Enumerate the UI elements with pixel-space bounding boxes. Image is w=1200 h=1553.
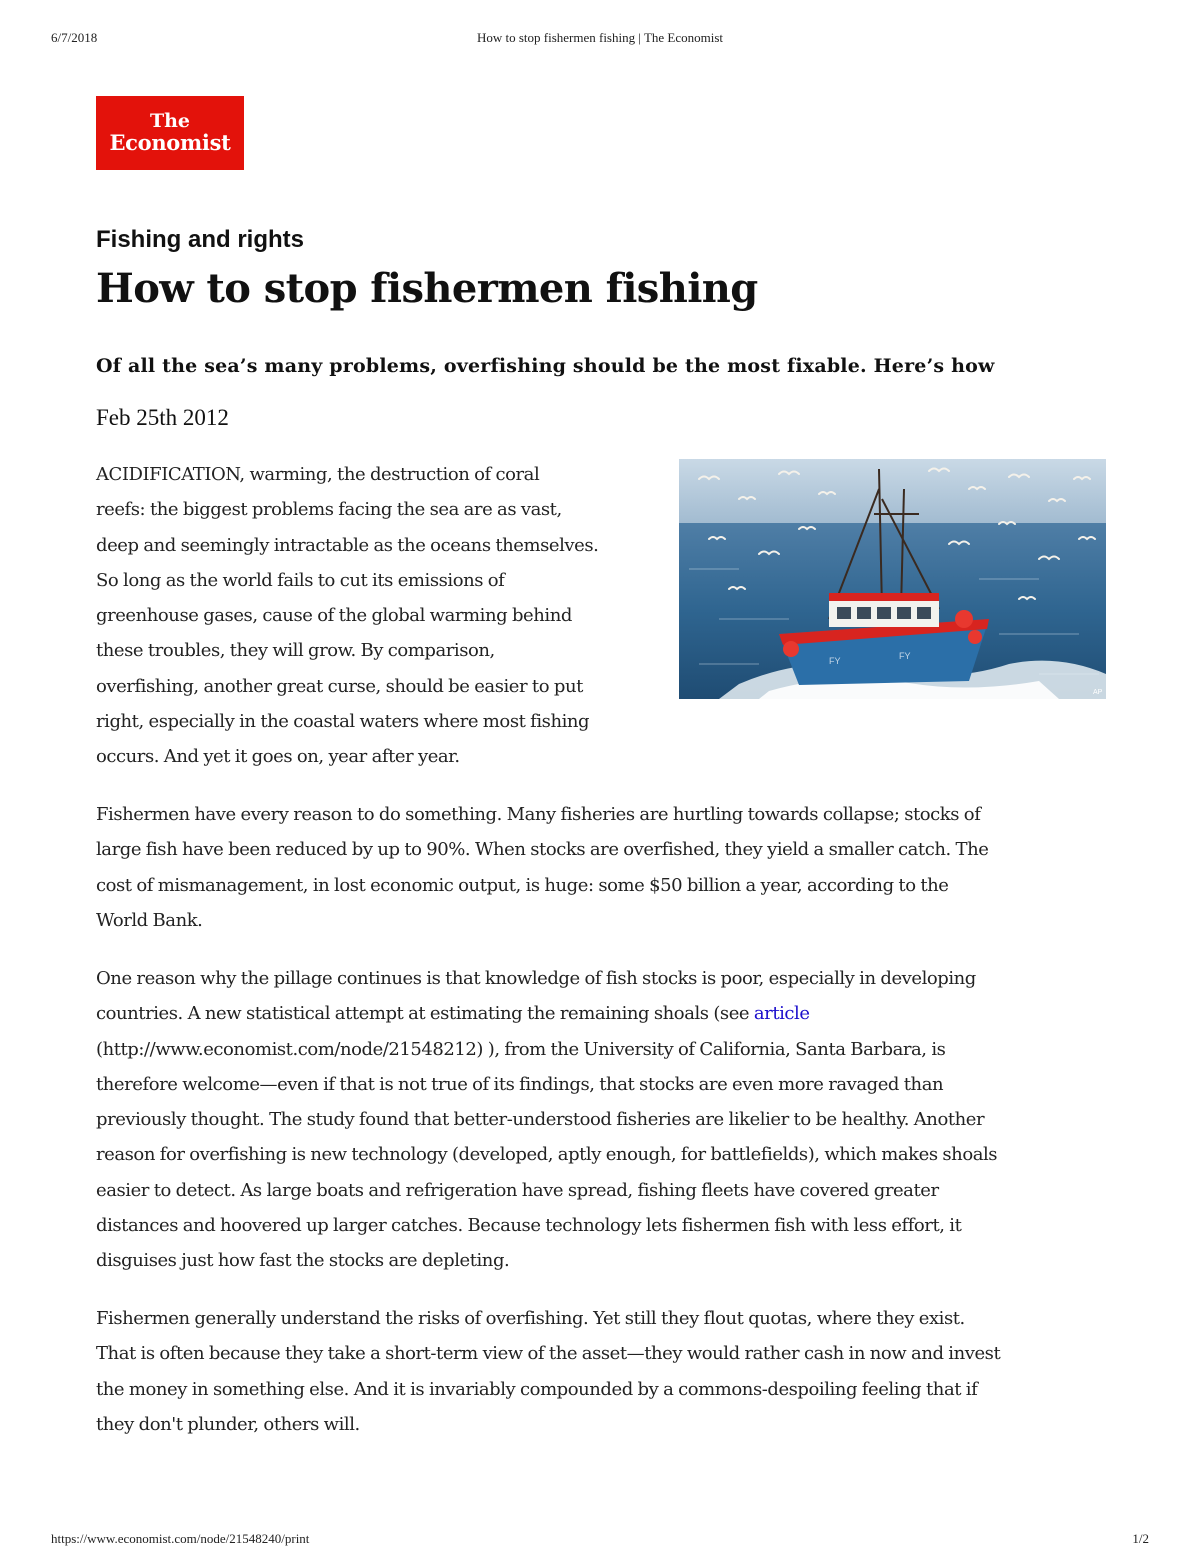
paragraph-line: these troubles, they will grow. By comparison, [96, 640, 495, 662]
paragraph-line: reason for overfishing is new technology (developed, aptly enough, for battlefields), which makes shoals [96, 1144, 998, 1166]
paragraph-line: So long as the world fails to cut its emissions of [96, 569, 505, 591]
article-paragraph-4 [96, 1301, 1108, 1442]
article-standfirst: Of all the sea’s many problems, overfishing should be the most fixable. Here’s how [96, 355, 995, 377]
print-url[interactable]: https://www.economist.com/node/21548240/print [51, 1531, 310, 1546]
print-header [51, 30, 1149, 50]
logo-line-economist: Economist [109, 130, 231, 155]
page-number: 1/2 [1132, 1531, 1149, 1546]
paragraph-line: overfishing, another great curse, should be easier to put [96, 675, 583, 697]
svg-text:FY: FY [899, 651, 911, 661]
article-paragraph-3 [96, 961, 1108, 1279]
photo-credit: AP [1093, 689, 1103, 696]
paragraph-line: Fishermen have every reason to do something. Many fisheries are hurtling towards collapse; stocks of [96, 804, 981, 825]
paragraph-line: One reason why the pillage continues is that knowledge of fish stocks is poor, especially in developing [96, 968, 976, 989]
paragraph-line: distances and hoovered up larger catches. Because technology lets fishermen fish with less effort, it [96, 1215, 962, 1237]
paragraph-line: right, especially in the coastal waters where most fishing [96, 711, 590, 733]
logo-line-the: The [149, 110, 191, 132]
paragraph-line: ACIDIFICATION, warming, the destruction of coral [96, 464, 540, 485]
paragraph-line: World Bank. [96, 909, 203, 931]
paragraph-line: occurs. And yet it goes on, year after year. [96, 746, 460, 768]
paragraph-line: large fish have been reduced by up to 90%. When stocks are overfished, they yield a smaller catch. The [96, 839, 989, 861]
article-link[interactable]: article [753, 1003, 810, 1025]
article-date: Feb 25th 2012 [96, 405, 229, 430]
paragraph-line: Fishermen generally understand the risks of overfishing. Yet still they flout quotas, where they exist. [96, 1308, 965, 1329]
fishing-boat-photo [679, 459, 1106, 699]
article-rubric: Fishing and rights [96, 226, 304, 253]
paragraph-line: the money in something else. And it is invariably compounded by a commons-despoiling feeling that if [96, 1378, 978, 1400]
article-headline: How to stop fishermen fishing [96, 265, 758, 312]
paragraph-line: That is often because they take a short-term view of the asset—they would rather cash in now and invest [96, 1343, 1001, 1365]
paragraph-line: previously thought. The study found that better-understood fisheries are likelier to be healthy. Another [96, 1109, 985, 1131]
print-page-title: How to stop fishermen fishing | The Economist [476, 30, 724, 45]
print-date: 6/7/2018 [51, 30, 98, 45]
paragraph-line: easier to detect. As large boats and refrigeration have spread, fishing fleets have covered greater [96, 1179, 939, 1201]
paragraph-line: therefore welcome—even if that is not true of its findings, that stocks are even more ravaged than [96, 1073, 944, 1095]
economist-logo[interactable] [96, 96, 244, 170]
paragraph-line-text: countries. A new statistical attempt at estimating the remaining shoals (see [96, 1003, 754, 1025]
paragraph-line: cost of mismanagement, in lost economic output, is huge: some $50 billion a year, according to the [96, 874, 949, 896]
paragraph-line: disguises just how fast the stocks are depleting. [96, 1250, 510, 1272]
paragraph-line: greenhouse gases, cause of the global warming behind [96, 605, 572, 627]
paragraph-line: (http://www.economist.com/node/21548212) ), from the University of California, Santa Barbara, is [96, 1038, 946, 1060]
print-footer [51, 1531, 1149, 1547]
paragraph-line: deep and seemingly intractable as the oceans themselves. [96, 534, 599, 556]
article-paragraph-1 [96, 457, 662, 775]
paragraph-line: reefs: the biggest problems facing the sea are as vast, [96, 499, 562, 521]
svg-text:FY: FY [829, 656, 841, 666]
paragraph-line [96, 996, 1108, 1031]
paragraph-line: they don't plunder, others will. [96, 1413, 360, 1435]
article-paragraph-2 [96, 797, 1108, 938]
